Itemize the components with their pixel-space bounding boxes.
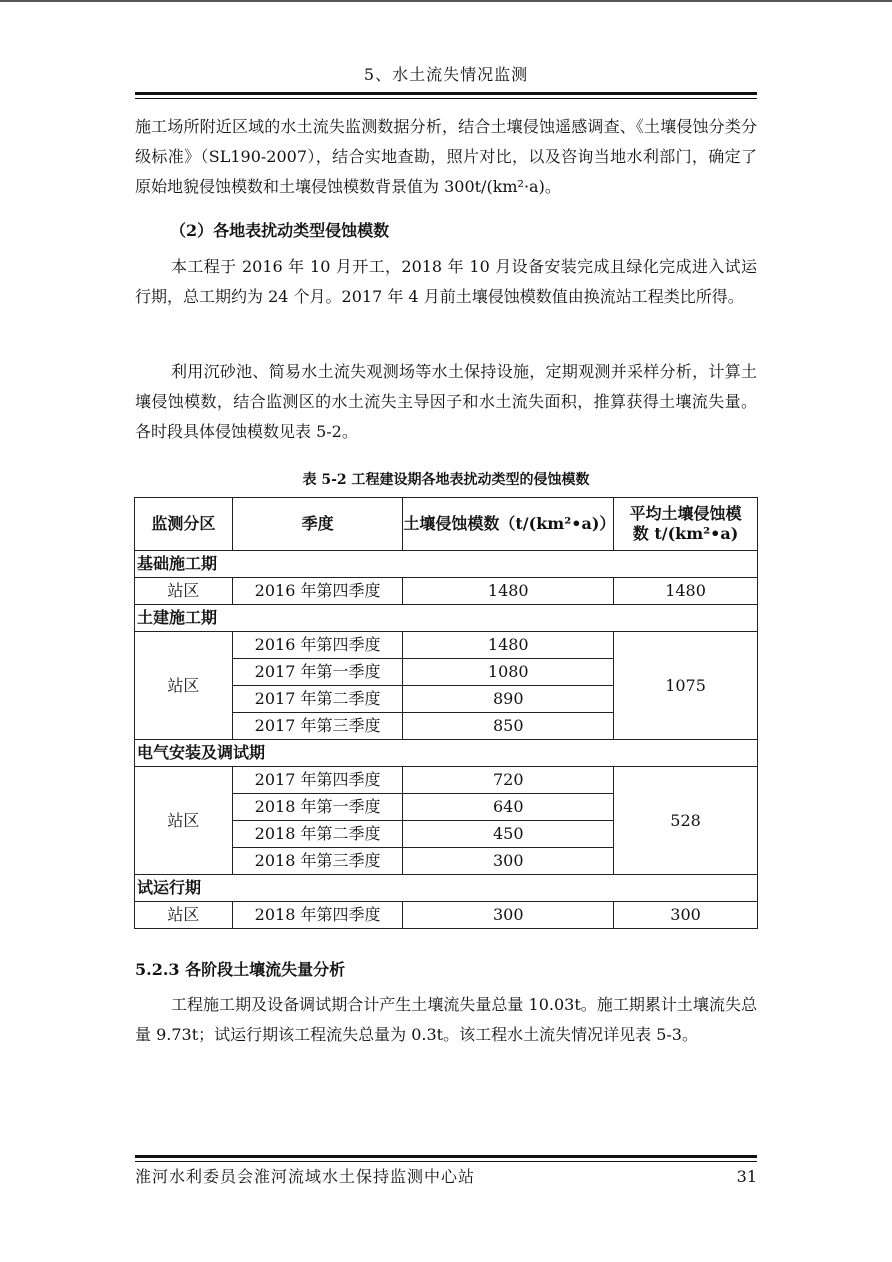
paragraph-soil-loss-summary: 工程施工期及设备调试期合计产生土壤流失量总量 10.03t。施工期累计土壤流失总量 9.73t；试运行期该工程流失总量为 0.3t。该工程水土流失情况详见表 5-3。 xyxy=(135,995,757,1044)
header-average-modulus: 平均土壤侵蚀模数 t/(km²•a) xyxy=(614,498,758,551)
table-row xyxy=(135,767,758,794)
quarter-cell: 2017 年第二季度 xyxy=(232,686,403,713)
table-group-row xyxy=(135,875,758,902)
quarter-cell: 2016 年第四季度 xyxy=(232,578,403,605)
section-heading-523: 5.2.3 各阶段土壤流失量分析 xyxy=(135,960,346,979)
page-top-edge xyxy=(0,0,892,2)
group-label: 电气安装及调试期 xyxy=(135,740,758,767)
table-group-row xyxy=(135,605,758,632)
modulus-cell: 300 xyxy=(403,848,614,875)
modulus-cell: 1080 xyxy=(403,659,614,686)
modulus-cell: 640 xyxy=(403,794,614,821)
page-number: 31 xyxy=(736,1167,757,1186)
zone-cell: 站区 xyxy=(135,767,233,875)
table-body xyxy=(135,551,758,929)
quarter-cell: 2018 年第二季度 xyxy=(232,821,403,848)
header-quarter: 季度 xyxy=(232,498,403,551)
paragraph-construction-period: 本工程于 2016 年 10 月开工，2018 年 10 月设备安装完成且绿化完成进入试运行期，总工期约为 24 个月。2017 年 4 月前土壤侵蚀模数值由换流站工程类比所得。 xyxy=(135,257,757,306)
subheading-disturbance-types: （2）各地表扰动类型侵蚀模数 xyxy=(170,221,390,240)
average-cell: 1480 xyxy=(614,578,758,605)
modulus-cell: 300 xyxy=(403,902,614,929)
table-row xyxy=(135,632,758,659)
modulus-cell: 450 xyxy=(403,821,614,848)
erosion-modulus-table xyxy=(134,497,758,929)
paragraph-background-modulus: 施工场所附近区域的水土流失监测数据分析，结合土壤侵蚀遥感调查、《土壤侵蚀分类分级标准》（SL190-2007），结合实地查勘，照片对比，以及咨询当地水利部门，确定了原始地貌侵蚀模数和土壤侵蚀模数背景值为 300t/(km²·a)。 xyxy=(135,117,757,196)
footer-rule xyxy=(135,1155,757,1162)
header-rule xyxy=(135,92,757,99)
quarter-cell: 2018 年第一季度 xyxy=(232,794,403,821)
table-group-row xyxy=(135,551,758,578)
zone-cell: 站区 xyxy=(135,902,233,929)
running-header: 5、水土流失情况监测 xyxy=(363,65,529,84)
group-label: 土建施工期 xyxy=(135,605,758,632)
zone-cell: 站区 xyxy=(135,632,233,740)
modulus-cell: 720 xyxy=(403,767,614,794)
average-cell: 1075 xyxy=(614,632,758,740)
table-header-row xyxy=(135,498,758,551)
table-row xyxy=(135,902,758,929)
modulus-cell: 1480 xyxy=(403,632,614,659)
paragraph-monitoring-method: 利用沉砂池、简易水土流失观测场等水土保持设施，定期观测并采样分析，计算土壤侵蚀模数，结合监测区的水土流失主导因子和水土流失面积，推算获得土壤流失量。各时段具体侵蚀模数见表 5-2。 xyxy=(135,362,757,441)
table-row xyxy=(135,578,758,605)
modulus-cell: 1480 xyxy=(403,578,614,605)
modulus-cell: 850 xyxy=(403,713,614,740)
group-label: 试运行期 xyxy=(135,875,758,902)
quarter-cell: 2017 年第一季度 xyxy=(232,659,403,686)
average-cell: 300 xyxy=(614,902,758,929)
quarter-cell: 2017 年第四季度 xyxy=(232,767,403,794)
header-erosion-modulus: 土壤侵蚀模数（t/(km²•a)） xyxy=(403,498,614,551)
group-label: 基础施工期 xyxy=(135,551,758,578)
quarter-cell: 2018 年第三季度 xyxy=(232,848,403,875)
average-cell: 528 xyxy=(614,767,758,875)
header-zone: 监测分区 xyxy=(135,498,233,551)
quarter-cell: 2017 年第三季度 xyxy=(232,713,403,740)
table-group-row xyxy=(135,740,758,767)
table-caption: 表 5-2 工程建设期各地表扰动类型的侵蚀模数 xyxy=(302,472,590,488)
modulus-cell: 890 xyxy=(403,686,614,713)
zone-cell: 站区 xyxy=(135,578,233,605)
quarter-cell: 2018 年第四季度 xyxy=(232,902,403,929)
quarter-cell: 2016 年第四季度 xyxy=(232,632,403,659)
footer-organization: 淮河水利委员会淮河流域水土保持监测中心站 xyxy=(135,1167,476,1186)
